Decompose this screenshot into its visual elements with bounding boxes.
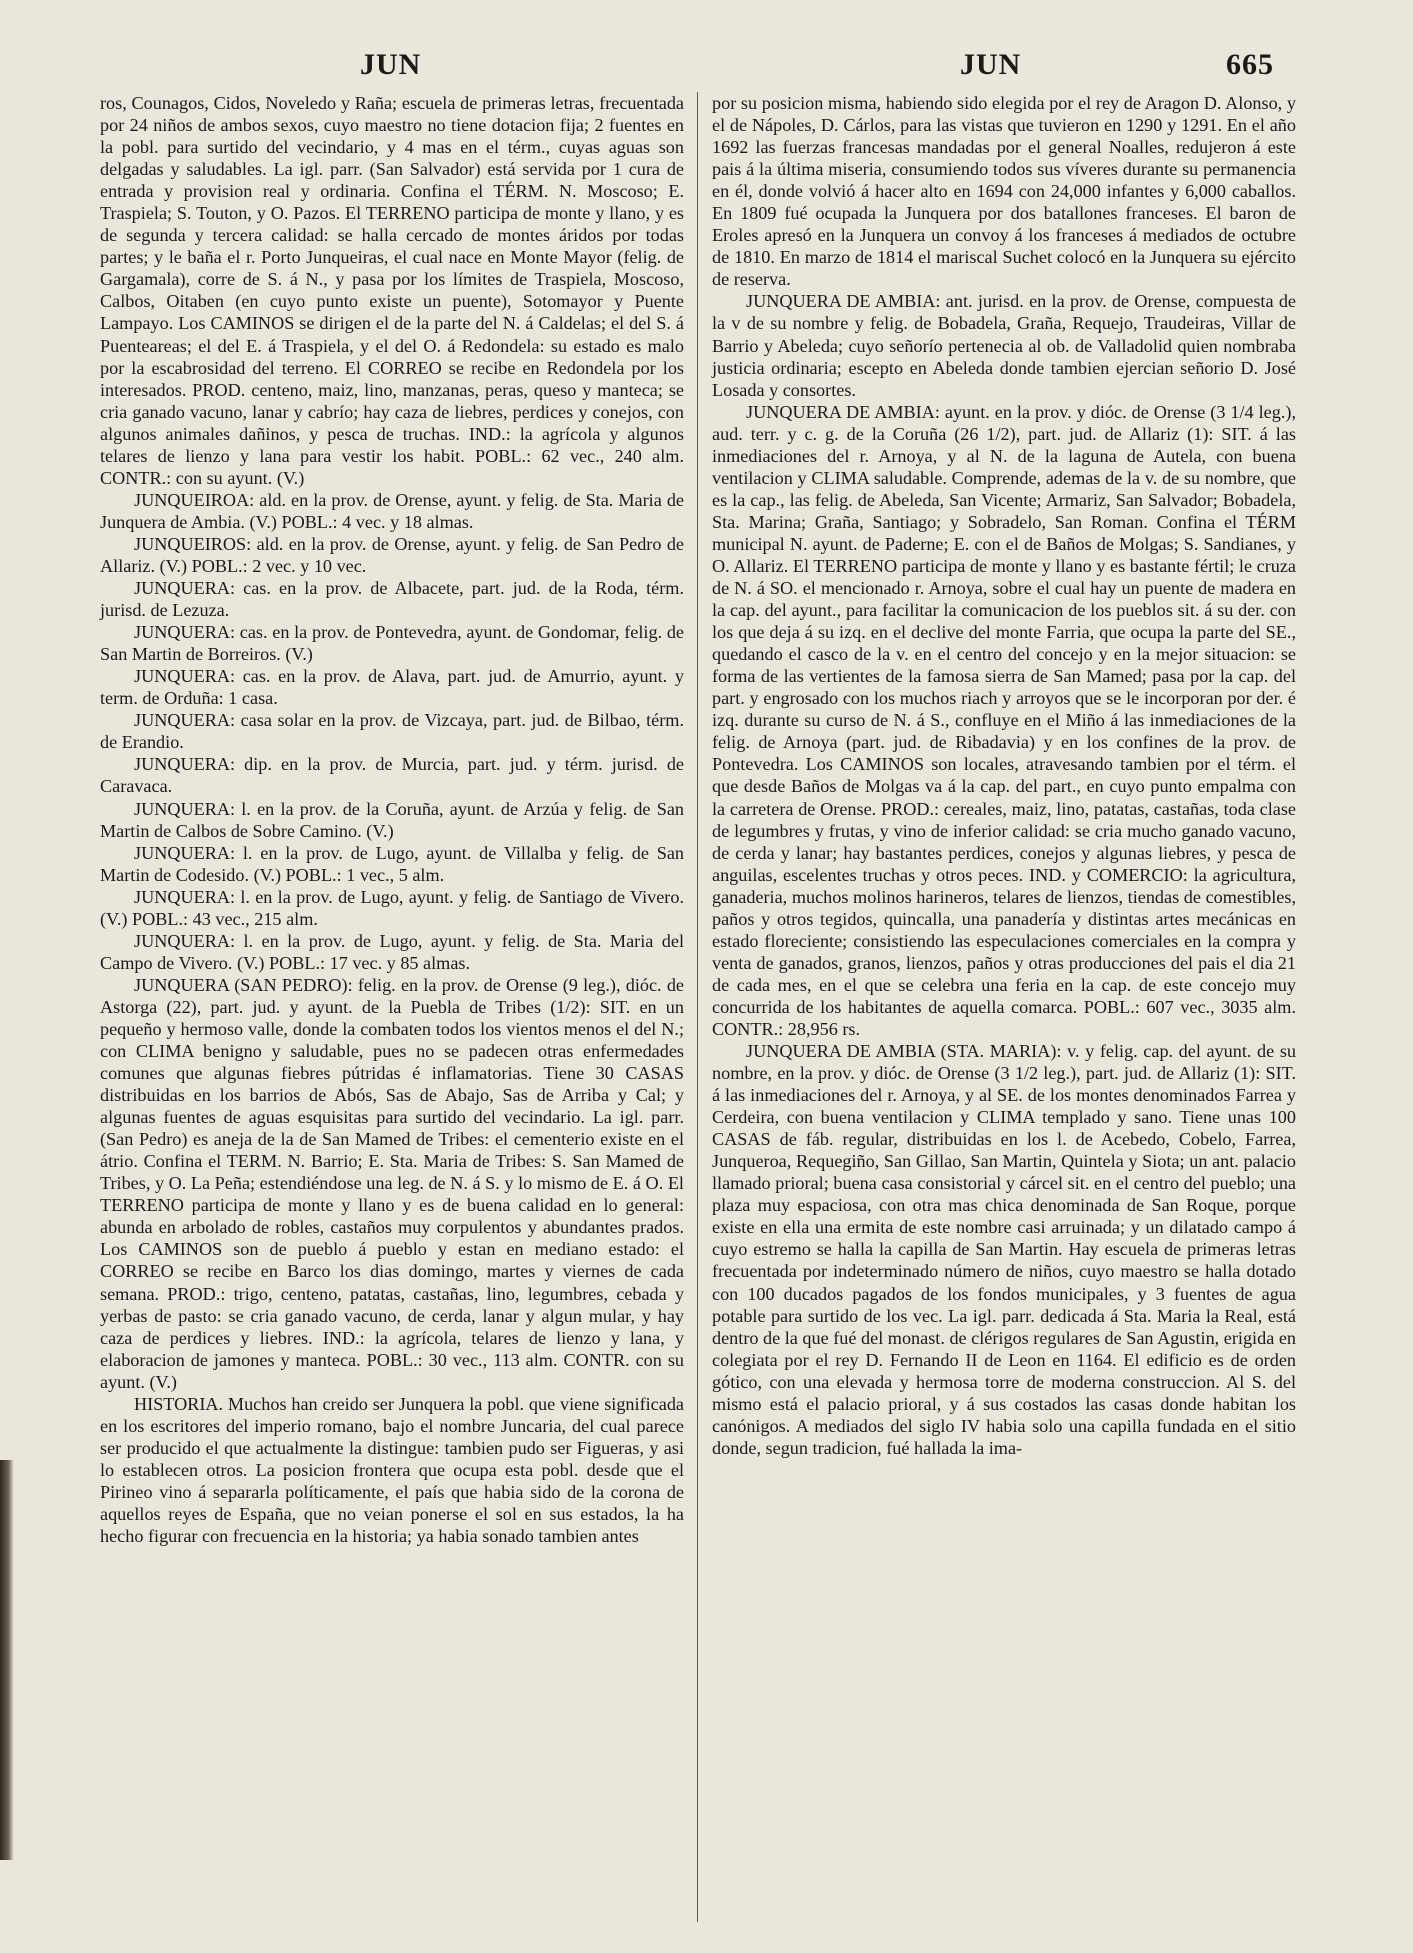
entry-paragraph: JUNQUERA (SAN PEDRO): felig. en la prov. de Orense (9 leg.), dióc. de Astorga (22), part. jud. y ayunt. de la Puebla de Tribes (1/2): SIT. en un pequeño y hermoso valle, donde la combaten todos los vientos menos el del N.; con CLIMA benigno y saludable, pues no se padecen otras enfermedades comunes que algunas fiebres pútridas é inflamatorias. Tiene 30 CASAS distribuidas en los barrios de Abós, Sas de Abajo, Sas de Arriba y Cal; y algunas fuentes de aguas esquisitas para surtido del vecindario. La igl. parr. (San Pedro) es aneja de la de San Mamed de Tribes: el cementerio existe en el átrio. Confina el TERM. N. Barrio; E. Sta. Maria de Tribes: S. San Mamed de Tribes, y O. La Peña; estendiéndose una leg. de N. á S. y lo mismo de E. á O. El TERRENO participa de monte y llano y es de buena calidad en lo general: abunda en arbolado de robles, castaños muy corpulentos y abundantes prados. Los CAMINOS son de pueblo á pueblo y estan en mediano estado: el CORREO se recibe en Barco los dias domingo, martes y viernes de cada semana. PROD.: trigo, centeno, patatas, castañas, lino, legumbres, cebada y yerbas de pasto: se cria ganado vacuno, de cerda, lanar y algun mular, y hay caza de perdices y liebres. IND.: la agrícola, telares de lienzo y lana, y elaboracion de jamones y manteca. POBL.: 30 vec., 113 alm. CONTR. con su ayunt. (V.): [100, 974, 684, 1392]
entry-paragraph: JUNQUERA: l. en la prov. de Lugo, ayunt. y felig. de Sta. Maria del Campo de Vivero. (V.) POBL.: 17 vec. y 85 almas.: [100, 930, 684, 973]
entry-paragraph: JUNQUERA DE AMBIA: ant. jurisd. en la prov. de Orense, compuesta de la v de su nombre y felig. de Bobadela, Graña, Requejo, Traudeiras, Villar de Barrio y Abeleda; cuyo señorío pertenecia al ob. de Valladolid quien nombraba justicia ordinaria; escepto en Abeleda donde tambien ejercian señorio D. José Losada y consortes.: [712, 291, 1296, 400]
entry-paragraph: HISTORIA. Muchos han creido ser Junquera la pobl. que viene significada en los escritores del imperio romano, bajo el nombre Juncaria, del cual parece ser producido el que actualmente la distingue: tambien pudo ser Figueras, y asi lo establecen otros. La posicion frontera que ocupa esta pobl. desde que el Pirineo vino á separarla políticamente, el país que habia sido de la corona de aquellos reyes de España, que no veian ponerse el sol en sus estados, la ha hecho figurar con frecuencia en la historia; ya habia sonado tambien antes: [100, 1393, 684, 1547]
page-number: 665: [1226, 48, 1274, 81]
entry-paragraph: JUNQUERA DE AMBIA (STA. MARIA): v. y felig. cap. del ayunt. de su nombre, en la prov. y dióc. de Orense (3 1/2 leg.), part. jud. de Allariz (1): SIT. á las inmediaciones del r. Arnoya, y al SE. de los montes denominados Farrea y Cerdeira, con buena ventilacion y CLIMA templado y sano. Tiene unas 100 CASAS de fáb. regular, distribuidas en los l. de Acebedo, Cobelo, Farrea, Junqueroa, Requegiño, San Gillao, San Martin, Quintela y Siota; un ant. palacio llamado prioral; buena casa consistorial y cárcel sit. en el centro del pueblo; una plaza muy espaciosa, con otra mas chica denominada de San Roque, porque existe en ella una ermita de este nombre casi arruinada; y un dilatado campo á cuyo estremo se halla la capilla de San Martin. Hay escuela de primeras letras frecuentada por indeterminado número de niños, cuyo maestro se halla dotado con 100 ducados pagados de los fondos municipales, y 3 fuentes de agua potable para surtido de los vec. La igl. parr. dedicada á Sta. Maria la Real, está dentro de la que fué del monast. de clérigos regulares de San Agustin, erigida en colegiata por el rey D. Fernando II de Leon en 1164. El edificio es de orden gótico, con una elevada y hermosa torre de moderna construccion. Al S. del mismo está el palacio prioral, y á sus costados las casas donde habitan los canónigos. A mediados del siglo IV habia solo una capilla fundada en el sitio donde, segun tradicion, fué hallada la ima-: [712, 1041, 1296, 1458]
entry-paragraph: JUNQUEIROA: ald. en la prov. de Orense, ayunt. y felig. de Sta. Maria de Junquera de Ambia. (V.) POBL.: 4 vec. y 18 almas.: [100, 489, 684, 532]
entry-paragraph: JUNQUERA: cas. en la prov. de Alava, part. jud. de Amurrio, ayunt. y term. de Orduña: 1 casa.: [100, 666, 684, 709]
entry-paragraph: JUNQUEIROS: ald. en la prov. de Orense, ayunt. y felig. de San Pedro de Allariz. (V.) POBL.: 2 vec. y 10 vec.: [100, 533, 684, 576]
entry-paragraph: JUNQUERA: l. en la prov. de Lugo, ayunt. de Villalba y felig. de San Martin de Codesido. (V.) POBL.: 1 vec., 5 alm.: [100, 842, 684, 885]
entry-paragraph: JUNQUERA: cas. en la prov. de Albacete, part. jud. de la Roda, térm. jurisd. de Lezuza.: [100, 578, 684, 621]
entry-paragraph: por su posicion misma, habiendo sido elegida por el rey de Aragon D. Alonso, y el de Nápoles, D. Cárlos, para las vistas que tuvieron en 1290 y 1291. En el año 1692 las fuerzas francesas mandadas por el general Noalles, redujeron á este pais á la última miseria, consumiendo todos sus víveres durante su permanencia en él, donde volvió á hacer alto en 1694 con 24,000 infantes y 6,000 caballos. En 1809 fué ocupada la Junquera por dos batallones franceses. El baron de Eroles apresó en la Junquera un convoy á los franceses á mediados de octubre de 1810. En marzo de 1814 el mariscal Suchet colocó en la Junquera su ejército de reserva.: [712, 93, 1296, 290]
right-column: [712, 92, 1296, 1459]
entry-paragraph: JUNQUERA DE AMBIA: ayunt. en la prov. y dióc. de Orense (3 1/4 leg.), aud. terr. y c. g. de la Coruña (26 1/2), part. jud. de Allariz (1): SIT. á las inmediaciones del r. Arnoya, y al N. de la laguna de Autela, con buena ventilacion y CLIMA saludable. Comprende, ademas de la v. de su nombre, que es la cap., las felig. de Abeleda, San Vicente; Armariz, San Salvador; Bobadela, Sta. Marina; Graña, Santiago; y Sobradelo, San Roman. Confina el TÉRM municipal N. ayunt. de Paderne; E. con el de Baños de Molgas; S. Sandianes, y O. Allariz. El TERRENO participa de monte y llano y es bastante fértil; le cruza de N. á SO. el mencionado r. Arnoya, sobre el cual hay un puente de madera en la cap. del ayunt., para facilitar la comunicacion de los pueblos sit. á su der. con los que deja á su izq. en el declive del monte Farria, que ocupa la parte del SE., quedando el casco de la v. en el centro del concejo y en la mejor situacion: se forma de las vertientes de la famosa sierra de San Mamed; pasa por la cap. del part. y engrosado con los muchos riach y arroyos que se le incorporan por der. é izq. durante su curso de N. á S., confluye en el Miño á las inmediaciones de la felig. de Arnoya (part. jud. de Ribadavia) y en los confines de la prov. de Pontevedra. Los CAMINOS son locales, atravesando tambien por el térm. el que desde Baños de Molgas va á la cap. del part., en cuyo punto empalma con la carretera de Orense. PROD.: cereales, maiz, lino, patatas, castañas, toda clase de legumbres y frutas, y vino de inferior calidad: se cria mucho ganado vacuno, de cerda y lanar; hay bastantes perdices, conejos y algunas liebres, y pesca de anguilas, escelentes truchas y otros peces. IND. y COMERCIO: la agricultura, ganaderia, muchos molinos harineros, telares de lienzos, tiendas de comestibles, paños y otros tegidos, quincalla, una panadería y distintas artes mecánicas en estado floreciente; consistiendo las especulaciones comerciales en la compra y venta de ganados, granos, lienzos, paños y otras producciones del pais el dia 21 de cada mes, en el que se celebra una feria en la cap. de este concejo muy concurrida de los habitantes de aquella comarca. POBL.: 607 vec., 3035 alm. CONTR.: 28,956 rs.: [712, 401, 1296, 1039]
left-column: [100, 92, 684, 1547]
entry-paragraph: JUNQUERA: cas. en la prov. de Pontevedra, ayunt. de Gondomar, felig. de San Martin de Borreiros. (V.): [100, 622, 684, 665]
entry-paragraph: ros, Counagos, Cidos, Noveledo y Raña; escuela de primeras letras, frecuentada por 24 niños de ambos sexos, cuyo maestro no tiene dotacion fija; 2 fuentes en la pobl. para surtido del vecindario, y 4 mas en el térm., cuyas aguas son delgadas y saludables. La igl. parr. (San Salvador) está servida por 1 cura de entrada y provision real y ordinaria. Confina el TÉRM. N. Moscoso; E. Traspiela; S. Touton, y O. Pazos. El TERRENO participa de monte y llano, y es de segunda y tercera calidad: se halla cercado de montes áridos por todas partes; y le baña el r. Porto Junqueiras, el cual nace en Monte Mayor (felig. de Gargamala), corre de S. á N., y pasa por los límites de Traspiela, Moscoso, Calbos, Oitaben (en cuyo punto existe un puente), Sotomayor y Puente Lampayo. Los CAMINOS se dirigen el de la parte del N. á Caldelas; el del S. á Puenteareas; el del E. á Traspiela, y el del O. á Redondela: su estado es malo por la escabrosidad del terreno. El CORREO se recibe en Redondela por los interesados. PROD. centeno, maiz, lino, manzanas, peras, queso y manteca; se cria ganado vacuno, lanar y cabrío; hay caza de liebres, perdices y conejos, con algunos animales dañinos, y pesca de truchas. IND.: la agrícola y algunos telares de lienzo y lana para vestir los habit. POBL.: 62 vec., 240 alm. CONTR.: con su ayunt. (V.): [100, 93, 684, 488]
entry-paragraph: JUNQUERA: dip. en la prov. de Murcia, part. jud. y térm. jurisd. de Caravaca.: [100, 754, 684, 797]
entry-paragraph: JUNQUERA: l. en la prov. de Lugo, ayunt. y felig. de Santiago de Vivero. (V.) POBL.: 43 vec., 215 alm.: [100, 886, 684, 929]
entry-paragraph: JUNQUERA: l. en la prov. de la Coruña, ayunt. de Arzúa y felig. de San Martin de Calbos de Sobre Camino. (V.): [100, 798, 684, 841]
page-edge-shadow: [0, 1460, 14, 1860]
running-head-right: JUN: [960, 48, 1022, 81]
column-divider: [697, 92, 698, 1922]
entry-paragraph: JUNQUERA: casa solar en la prov. de Vizcaya, part. jud. de Bilbao, térm. de Erandio.: [100, 710, 684, 753]
running-head-left: JUN: [360, 48, 422, 81]
